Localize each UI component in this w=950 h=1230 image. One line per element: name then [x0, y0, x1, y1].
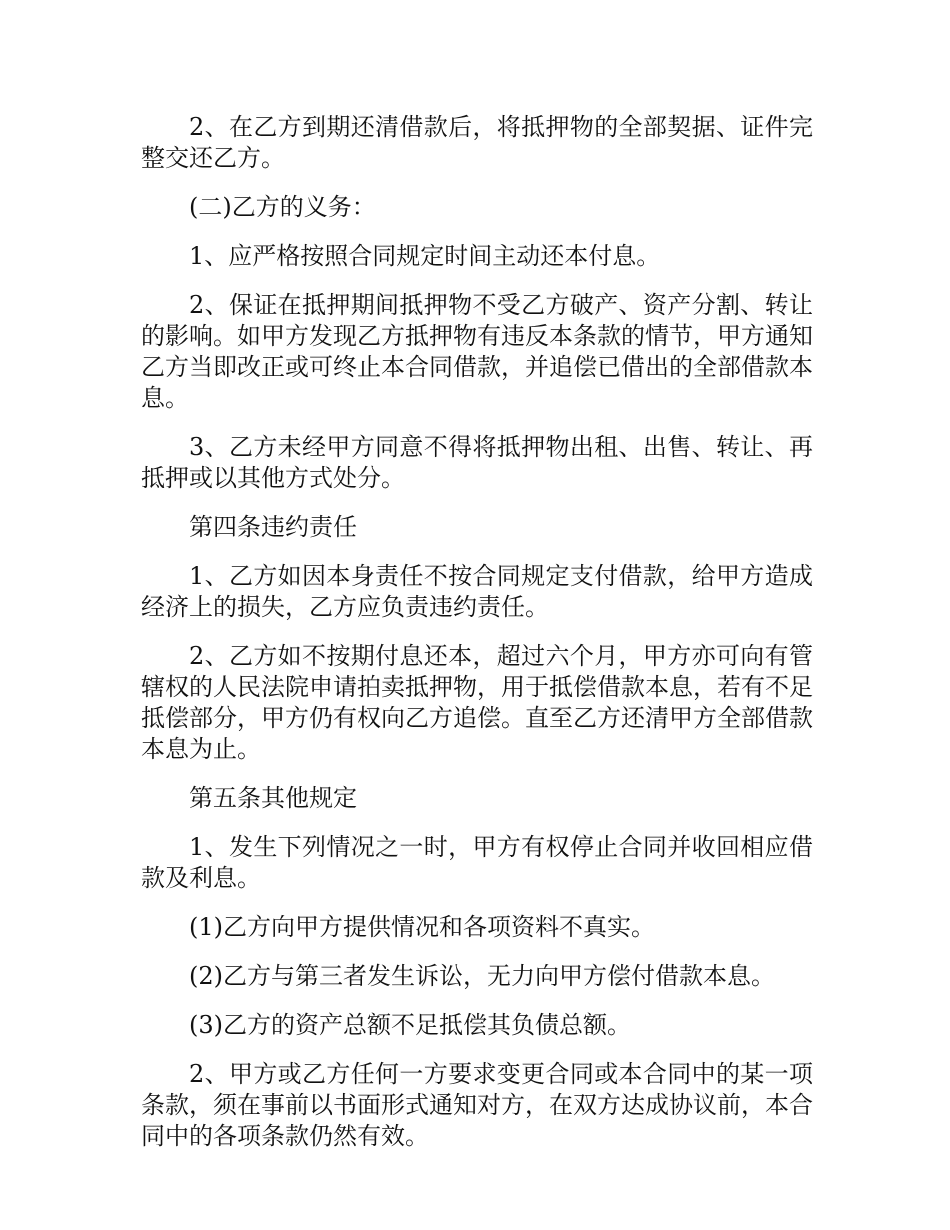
article-heading-other-provisions: 第五条其他规定: [189, 784, 357, 812]
list-item-litigation: (2)乙方与第三者发生诉讼，无力向甲方偿付借款本息。: [189, 962, 775, 990]
paragraph-termination-conditions: 1、发生下列情况之一时，甲方有权停止合同并收回相应借款及利息。: [141, 833, 813, 892]
paragraph-contract-amendment: 2、甲方或乙方任何一方要求变更合同或本合同中的某一项条款，须在事前以书面形式通知对方，在双方达成协议前，本合同中的各项条款仍然有效。: [141, 1060, 813, 1150]
paragraph-breach-loss: 1、乙方如因本身责任不按合同规定支付借款，给甲方造成经济上的损失，乙方应负责违约责任。: [141, 562, 813, 621]
document-body: [141, 112, 813, 1170]
list-item-false-information: (1)乙方向甲方提供情况和各项资料不真实。: [189, 913, 655, 941]
section-heading-party-b-obligations: (二)乙方的义务：: [189, 193, 376, 221]
paragraph-overdue-auction: 2、乙方如不按期付息还本，超过六个月，甲方亦可向有管辖权的人民法院申请拍卖抵押物，用于抵偿借款本息，若有不足抵偿部分，甲方仍有权向乙方追偿。直至乙方还清甲方全部借款本息为止。: [141, 642, 813, 763]
paragraph-no-disposal: 3、乙方未经甲方同意不得将抵押物出租、出售、转让、再抵押或以其他方式处分。: [141, 433, 813, 492]
paragraph-return-collateral: 2、在乙方到期还清借款后，将抵押物的全部契据、证件完整交还乙方。: [141, 113, 813, 172]
paragraph-collateral-protection: 2、保证在抵押期间抵押物不受乙方破产、资产分割、转让的影响。如甲方发现乙方抵押物有违反本条款的情节，甲方通知乙方当即改正或可终止本合同借款，并追偿已借出的全部借款本息。: [141, 291, 813, 412]
list-item-insolvency: (3)乙方的资产总额不足抵偿其负债总额。: [189, 1011, 631, 1039]
article-heading-breach-liability: 第四条违约责任: [189, 513, 357, 541]
paragraph-repay-on-time: 1、应严格按照合同规定时间主动还本付息。: [189, 242, 661, 270]
